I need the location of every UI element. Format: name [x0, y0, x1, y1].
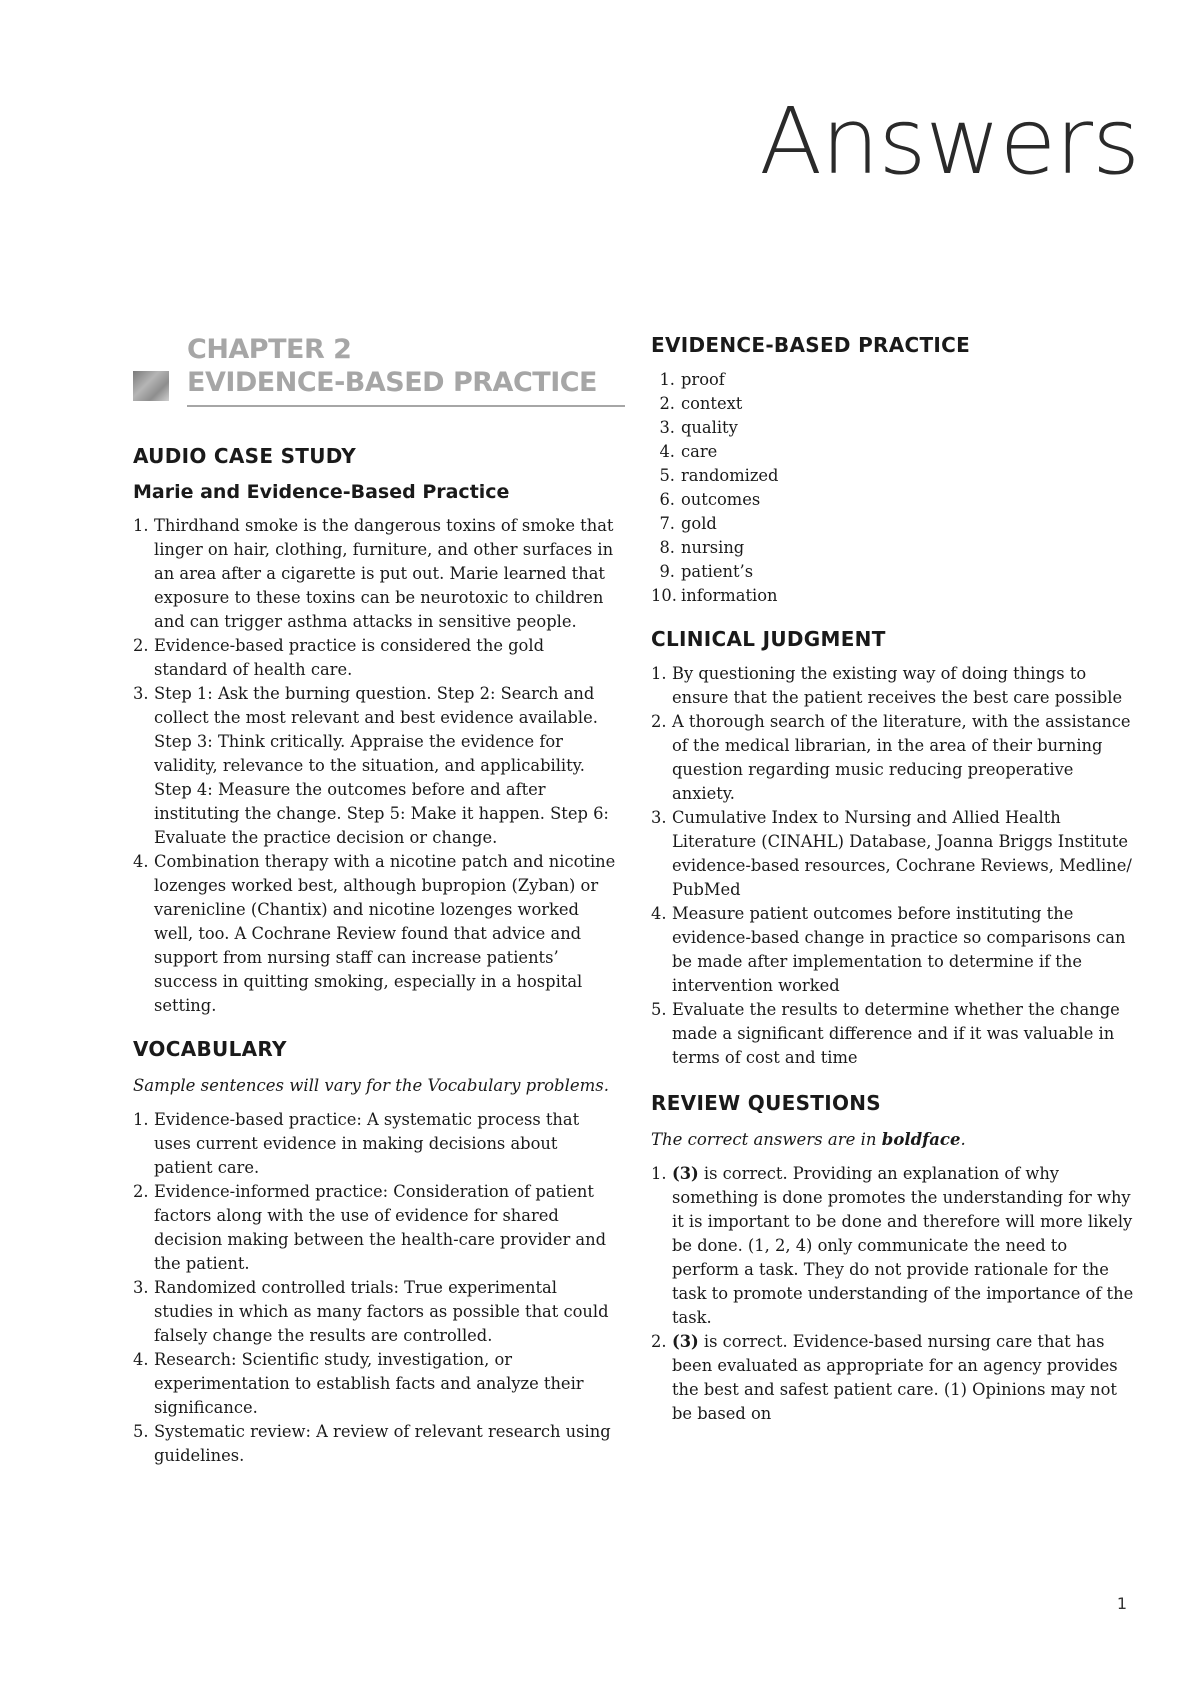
- clinical-judgment-list: [651, 662, 1139, 1070]
- list-item: 7. gold: [659, 514, 717, 533]
- list-item: 8. nursing: [659, 538, 745, 557]
- vocabulary-list: [133, 1108, 621, 1468]
- review-questions-note: The correct answers are in boldface.: [651, 1130, 966, 1149]
- list-item: 6. outcomes: [659, 490, 761, 509]
- review-questions-heading: REVIEW QUESTIONS: [651, 1091, 882, 1115]
- list-item: 10. information: [651, 586, 778, 605]
- list-item: 4. Research: Scientific study, investigation, or experimentation to establish facts and analyze their significance.: [133, 1350, 584, 1417]
- audio-case-study-heading: AUDIO CASE STUDY: [133, 444, 357, 468]
- correct-answer: (3): [672, 1332, 699, 1351]
- list-item: 5. randomized: [659, 466, 779, 485]
- evidence-based-practice-list: [651, 368, 1139, 608]
- chapter-divider: [187, 405, 625, 407]
- list-item: 3. Cumulative Index to Nursing and Allied Health Literature (CINAHL) Database, Joanna Briggs Institute evidence-based resources, Cochrane Reviews, Medline/ PubMed: [651, 808, 1132, 899]
- list-item: 1. Evidence-based practice: A systematic process that uses current evidence in making decisions about patient care.: [133, 1110, 580, 1177]
- right-column: [651, 330, 1139, 1426]
- list-item: 3. quality: [659, 418, 738, 437]
- correct-answer: (3): [672, 1164, 699, 1183]
- clinical-judgment-heading: CLINICAL JUDGMENT: [651, 627, 886, 651]
- page-number: 1: [1116, 1594, 1127, 1613]
- list-item: 4. Combination therapy with a nicotine patch and nicotine lozenges worked best, although bupropion (Zyban) or varenicline (Chantix) and nicotine lozenges worked well, too. A Cochrane Review found that advice and support from nursing staff can increase patients’ success in quitting smoking, especially in a hospital setting.: [133, 852, 616, 1015]
- evidence-based-practice-heading: EVIDENCE-BASED PRACTICE: [651, 333, 971, 357]
- chapter-heading: [133, 333, 621, 411]
- chapter-number: CHAPTER 2: [187, 334, 352, 365]
- left-column: [133, 330, 621, 1468]
- audio-case-study-list: [133, 514, 621, 1018]
- list-item: 1. (3) is correct. Providing an explanation of why something is done promotes the understanding for why it is important to be done and therefore will more likely be done. (1, 2, 4) only communicate the need to perform a task. They do not provide rationale for the task to promote understanding of the importance of the task.: [651, 1164, 1134, 1327]
- list-item: 3. Randomized controlled trials: True experimental studies in which as many factors as possible that could falsely change the results are controlled.: [133, 1278, 609, 1345]
- list-item: 3. Step 1: Ask the burning question. Step 2: Search and collect the most relevant and best evidence available. Step 3: Think critically. Appraise the evidence for validity, relevance to the situation, and applicability. Step 4: Measure the outcomes before and after instituting the change. Step 5: Make it happen. Step 6: Evaluate the practice decision or change.: [133, 684, 609, 847]
- list-item: 1. Thirdhand smoke is the dangerous toxins of smoke that linger on hair, clothing, furniture, and other surfaces in an area after a cigarette is put out. Marie learned that exposure to these toxins can be neurotoxic to children and can trigger asthma attacks in sensitive people.: [133, 516, 614, 631]
- list-item: 2. (3) is correct. Evidence-based nursing care that has been evaluated as appropriate for an agency provides the best and safest patient care. (1) Opinions may not be based on: [651, 1332, 1118, 1423]
- list-item: 9. patient’s: [659, 562, 754, 581]
- list-item: 4. care: [659, 442, 718, 461]
- review-questions-list: [651, 1162, 1139, 1426]
- vocabulary-note: Sample sentences will vary for the Vocabulary problems.: [133, 1076, 610, 1095]
- list-item: 2. A thorough search of the literature, with the assistance of the medical librarian, in the area of their burning question regarding music reducing preoperative anxiety.: [651, 712, 1131, 803]
- chapter-thumbnail-image: [133, 371, 169, 401]
- list-item: 2. Evidence-based practice is considered the gold standard of health care.: [133, 636, 544, 679]
- list-item: 2. Evidence-informed practice: Consideration of patient factors along with the use of evidence for shared decision making between the health-care provider and the patient.: [133, 1182, 607, 1273]
- list-item: 5. Evaluate the results to determine whether the change made a significant difference and if it was valuable in terms of cost and time: [651, 1000, 1120, 1067]
- vocabulary-heading: VOCABULARY: [133, 1037, 287, 1061]
- list-item: 2. context: [659, 394, 743, 413]
- list-item: 1. proof: [659, 370, 725, 389]
- chapter-title: EVIDENCE-BASED PRACTICE: [187, 367, 597, 398]
- list-item: 4. Measure patient outcomes before instituting the evidence-based change in practice so comparisons can be made after implementation to determine if the intervention worked: [651, 904, 1126, 995]
- page-title: Answers: [759, 88, 1139, 195]
- list-item: 5. Systematic review: A review of relevant research using guidelines.: [133, 1422, 611, 1465]
- audio-case-study-subheading: Marie and Evidence-Based Practice: [133, 481, 510, 503]
- list-item: 1. By questioning the existing way of doing things to ensure that the patient receives the best care possible: [651, 664, 1123, 707]
